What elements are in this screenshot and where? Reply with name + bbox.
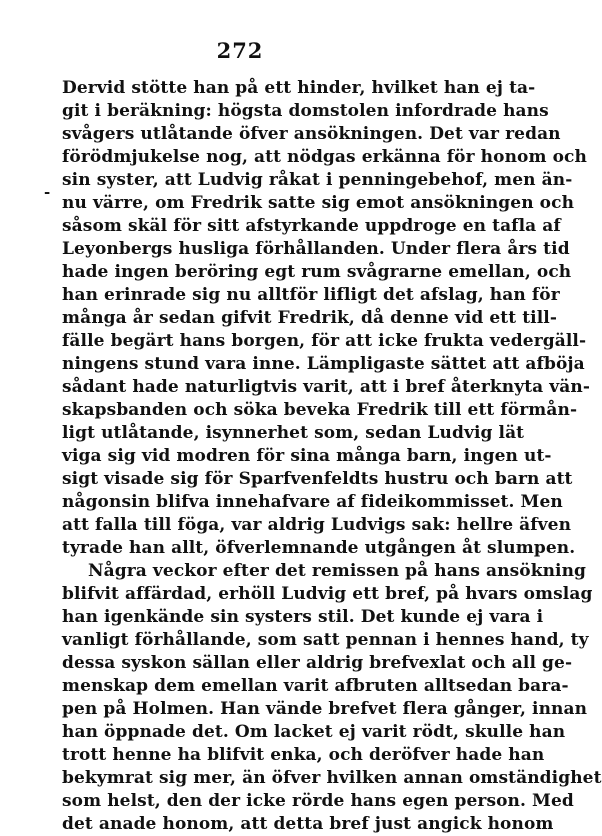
paragraph-start-line: Några veckor efter det remissen på hans ansökning [88, 561, 587, 581]
text-line: viga sig vid modren för sina många barn, ingen ut- [62, 446, 552, 466]
text-line: bekymrat sig mer, än öfver hvilken annan omständighet [62, 768, 602, 788]
text-line: vanligt förhållande, som satt pennan i hennes hand, ty [62, 630, 589, 650]
body-text [62, 77, 602, 836]
text-line: Leyonbergs husliga förhållanden. Under flera års tid [62, 239, 570, 259]
text-line: tyrade han allt, öfverlemnande utgången åt slumpen. [62, 538, 576, 558]
text-line: menskap dem emellan varit afbruten alltsedan bara- [62, 676, 569, 696]
text-line: att falla till föga, var aldrig Ludvigs sak: hellre äfven [62, 515, 572, 535]
text-line: nu värre, om Fredrik satte sig emot ansökningen och [62, 193, 575, 213]
text-line: någonsin blifva innehafvare af fideikommisset. Men [62, 492, 563, 512]
margin-mark: - [44, 183, 51, 201]
text-line: skapsbanden och söka beveka Fredrik till ett förmån- [62, 400, 578, 420]
text-line: pen på Holmen. Han vände brefvet flera gånger, innan [62, 699, 588, 719]
text-line: trott henne ha blifvit enka, och deröfver hade han [62, 745, 545, 765]
text-line: Dervid stötte han på ett hinder, hvilket han ej ta- [62, 78, 536, 98]
text-line: förödmjukelse nog, att nödgas erkänna för honom och [62, 147, 587, 167]
text-line: dessa syskon sällan eller aldrig brefvexlat och all ge- [62, 653, 573, 673]
text-line: många år sedan gifvit Fredrik, då denne vid ett till- [62, 308, 558, 328]
text-line: han igenkände sin systers stil. Det kunde ej vara i [62, 607, 544, 627]
text-line: han erinrade sig nu alltför lifligt det afslag, han för [62, 285, 560, 305]
text-line: sin syster, att Ludvig råkat i penningebehof, men än- [62, 170, 573, 190]
text-line: sigt visade sig för Sparfvenfeldts hustru och barn att [62, 469, 573, 489]
text-line: blifvit affärdad, erhöll Ludvig ett bref, på hvars omslag [62, 584, 593, 604]
text-line: ningens stund vara inne. Lämpligaste sättet att afböja [62, 354, 585, 374]
text-line: fälle begärt hans borgen, för att icke frukta vedergäll- [62, 331, 587, 351]
text-line: som helst, den der icke rörde hans egen person. Med [62, 791, 574, 811]
page-number: 272 [216, 38, 264, 63]
text-line: han öppnade det. Om lacket ej varit rödt, skulle han [62, 722, 566, 742]
text-line: det anade honom, att detta bref just angick honom [62, 814, 554, 834]
text-line: svågers utlåtande öfver ansökningen. Det var redan [62, 124, 561, 144]
text-line: hade ingen beröring egt rum svågrarne emellan, och [62, 262, 572, 282]
text-line: ligt utlåtande, isynnerhet som, sedan Ludvig lät [62, 423, 525, 443]
text-line: git i beräkning: högsta domstolen infordrade hans [62, 101, 549, 121]
text-line: sådant hade naturligtvis varit, att i bref återknyta vän- [62, 377, 590, 397]
text-line: såsom skäl för sitt afstyrkande uppdroge en tafla af [62, 216, 561, 236]
